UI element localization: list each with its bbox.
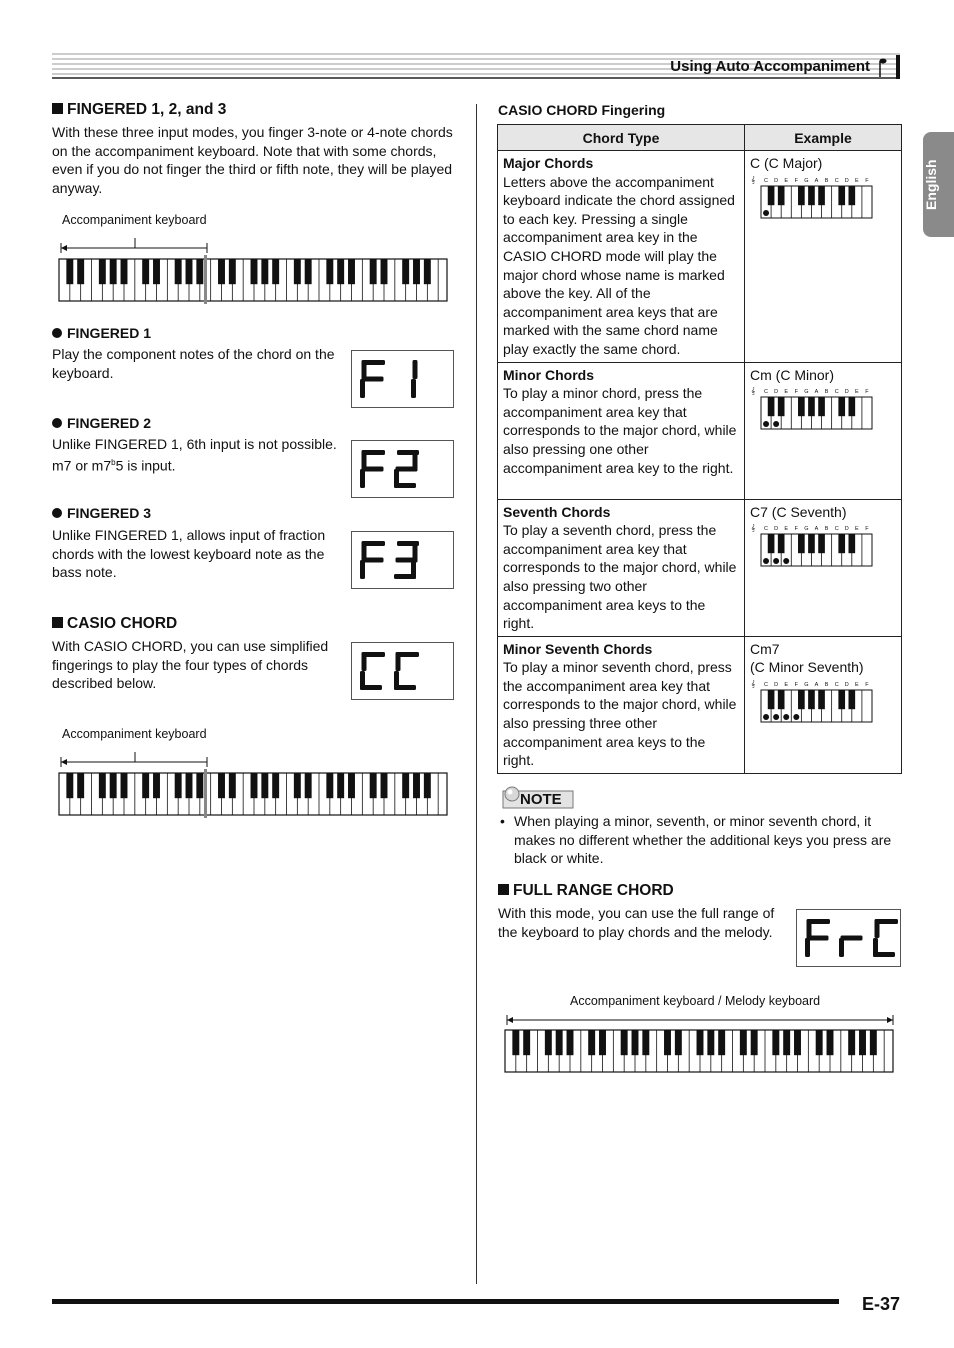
svg-text:D: D xyxy=(774,681,779,688)
svg-text:𝄞: 𝄞 xyxy=(751,388,756,396)
mini-keyboard-diagram xyxy=(750,677,880,727)
svg-text:A: A xyxy=(814,177,819,184)
svg-text:E: E xyxy=(784,526,789,533)
language-tab xyxy=(923,132,954,237)
table-header-row xyxy=(498,125,902,151)
svg-text:F: F xyxy=(865,526,869,533)
casio-chord-heading: CASIO CHORD xyxy=(52,615,177,633)
svg-text:C: C xyxy=(764,177,769,184)
fingered3-heading: FINGERED 3 xyxy=(52,505,151,521)
svg-text:C: C xyxy=(834,681,839,688)
chord-example: Cm (C Minor) xyxy=(750,366,834,383)
svg-text:F: F xyxy=(865,177,869,184)
svg-text:E: E xyxy=(784,681,789,688)
fingered2-heading: FINGERED 2 xyxy=(52,415,151,431)
svg-text:F: F xyxy=(794,681,799,688)
svg-text:E: E xyxy=(855,389,859,396)
fingered2-text: Unlike FINGERED 1, 6th input is not possible. m7 or m7$^b$5 is input. xyxy=(52,436,337,474)
keyboard-label-3: Accompaniment keyboard / Melody keyboard xyxy=(570,994,821,1008)
fingered-text: With these three input modes, you finger 3-note or 4-note chords on the accompaniment keyboard. Note that with some chords, even if you do not finger the third or fifth note, they will be played anyway. xyxy=(52,124,453,196)
svg-text:E: E xyxy=(855,177,859,184)
chord-type-desc: To play a seventh chord, press the accompaniment area key that corresponds to the major chord, while also pressing two other accompaniment area keys to the right. xyxy=(503,522,737,632)
casio-chord-table xyxy=(497,124,902,774)
svg-text:C: C xyxy=(834,177,839,184)
chord-type-desc: To play a minor seventh chord, press the accompaniment area key that corresponds to the major chord, while also pressing three other accompaniment area keys to the right. xyxy=(503,659,737,769)
language-tab-label: English xyxy=(923,159,939,210)
svg-text:A: A xyxy=(814,526,819,533)
fingered-heading: FINGERED 1, 2, and 3 xyxy=(52,101,226,119)
note-label: NOTE xyxy=(520,791,562,808)
svg-text:G: G xyxy=(804,681,809,688)
svg-text:C: C xyxy=(764,681,769,688)
chord-example: C7 (C Seventh) xyxy=(750,503,847,520)
svg-text:𝄞: 𝄞 xyxy=(751,680,756,688)
svg-text:D: D xyxy=(844,681,849,688)
chord-type-title: Seventh Chords xyxy=(503,503,611,520)
header-title: Using Auto Accompaniment xyxy=(670,58,870,75)
svg-text:E: E xyxy=(855,681,859,688)
table-row xyxy=(498,362,902,499)
svg-text:C: C xyxy=(764,389,769,396)
table-row xyxy=(498,151,902,363)
svg-text:𝄞: 𝄞 xyxy=(751,176,756,184)
mini-keyboard-diagram xyxy=(750,521,880,571)
svg-text:E: E xyxy=(784,177,789,184)
chord-example: C (C Major) xyxy=(750,155,823,171)
svg-text:C: C xyxy=(764,526,769,533)
page-number: E-37 xyxy=(862,1294,901,1314)
lcd-display-frc xyxy=(796,909,901,967)
svg-text:C: C xyxy=(834,526,839,533)
column-divider xyxy=(476,104,477,1284)
svg-text:F: F xyxy=(794,526,799,533)
full-range-heading: FULL RANGE CHORD xyxy=(498,882,674,900)
svg-text:B: B xyxy=(824,389,829,396)
keyboard-label-2: Accompaniment keyboard xyxy=(62,727,207,741)
fingered3-text: Unlike FINGERED 1, allows input of fraction chords with the lowest keyboard note as the bass note. xyxy=(52,527,326,581)
chord-example: Cm7 xyxy=(750,640,780,657)
svg-text:F: F xyxy=(865,389,869,396)
svg-text:D: D xyxy=(844,389,849,396)
chord-example-sub: (C Minor Seventh) xyxy=(750,659,864,676)
fingered1-heading: FINGERED 1 xyxy=(52,325,151,341)
lcd-display-cc xyxy=(351,642,454,700)
chord-type-desc: Letters above the accompaniment keyboard indicate the chord assigned to each key. Pressing a single accompaniment area key in the CASIO CHORD mode will play the major chord whose name is marked above the key. All of the accompaniment area keys that are marked with the same chord name play exactly the same chord. xyxy=(503,173,735,357)
mini-keyboard-diagram xyxy=(750,384,880,434)
svg-text:D: D xyxy=(844,526,849,533)
svg-text:E: E xyxy=(855,526,859,533)
svg-text:D: D xyxy=(774,389,779,396)
svg-text:D: D xyxy=(774,177,779,184)
svg-text:B: B xyxy=(824,681,829,688)
svg-text:E: E xyxy=(784,389,789,396)
svg-text:F: F xyxy=(794,177,799,184)
chord-type-title: Major Chords xyxy=(503,155,594,171)
svg-text:F: F xyxy=(794,389,799,396)
keyboard-label-1: Accompaniment keyboard xyxy=(62,213,207,227)
chord-type-title: Minor Seventh Chords xyxy=(503,640,653,657)
full-range-keyboard-diagram xyxy=(504,1012,896,1074)
svg-text:F: F xyxy=(865,681,869,688)
svg-text:G: G xyxy=(804,177,809,184)
lcd-display-f1 xyxy=(351,350,454,408)
fingered1-text: Play the component notes of the chord on the keyboard. xyxy=(52,346,335,381)
svg-text:A: A xyxy=(814,389,819,396)
table-row xyxy=(498,636,902,773)
chord-type-title: Minor Chords xyxy=(503,366,594,383)
full-range-text: With this mode, you can use the full range of the keyboard to play chords and the melody. xyxy=(498,905,775,940)
casio-chord-text: With CASIO CHORD, you can use simplified fingerings to play the four types of chords described below. xyxy=(52,638,329,692)
lcd-display-f3 xyxy=(351,531,454,589)
svg-text:B: B xyxy=(824,177,829,184)
table-title: CASIO CHORD Fingering xyxy=(498,102,666,118)
chord-type-desc: To play a minor chord, press the accompaniment area key that corresponds to the major chord, while also pressing one other accompaniment area key to the right. xyxy=(503,385,737,476)
svg-text:D: D xyxy=(844,177,849,184)
footer-bar xyxy=(52,1299,839,1304)
lcd-display-f2 xyxy=(351,440,454,498)
mini-keyboard-diagram xyxy=(750,173,880,223)
svg-text:A: A xyxy=(814,681,819,688)
accompaniment-keyboard-diagram-1 xyxy=(58,238,450,304)
svg-text:G: G xyxy=(804,389,809,396)
note-text: When playing a minor, seventh, or minor seventh chord, it makes no different whether the additional keys you press are black or white. xyxy=(514,813,892,867)
col-header-type: Chord Type xyxy=(498,125,745,151)
table-row xyxy=(498,499,902,636)
svg-text:B: B xyxy=(824,526,829,533)
note-bullet: • xyxy=(500,813,505,829)
svg-text:𝄞: 𝄞 xyxy=(751,525,756,533)
col-header-example: Example xyxy=(745,125,902,151)
svg-text:D: D xyxy=(774,526,779,533)
svg-text:C: C xyxy=(834,389,839,396)
svg-text:G: G xyxy=(804,526,809,533)
accompaniment-keyboard-diagram-2 xyxy=(58,752,450,818)
